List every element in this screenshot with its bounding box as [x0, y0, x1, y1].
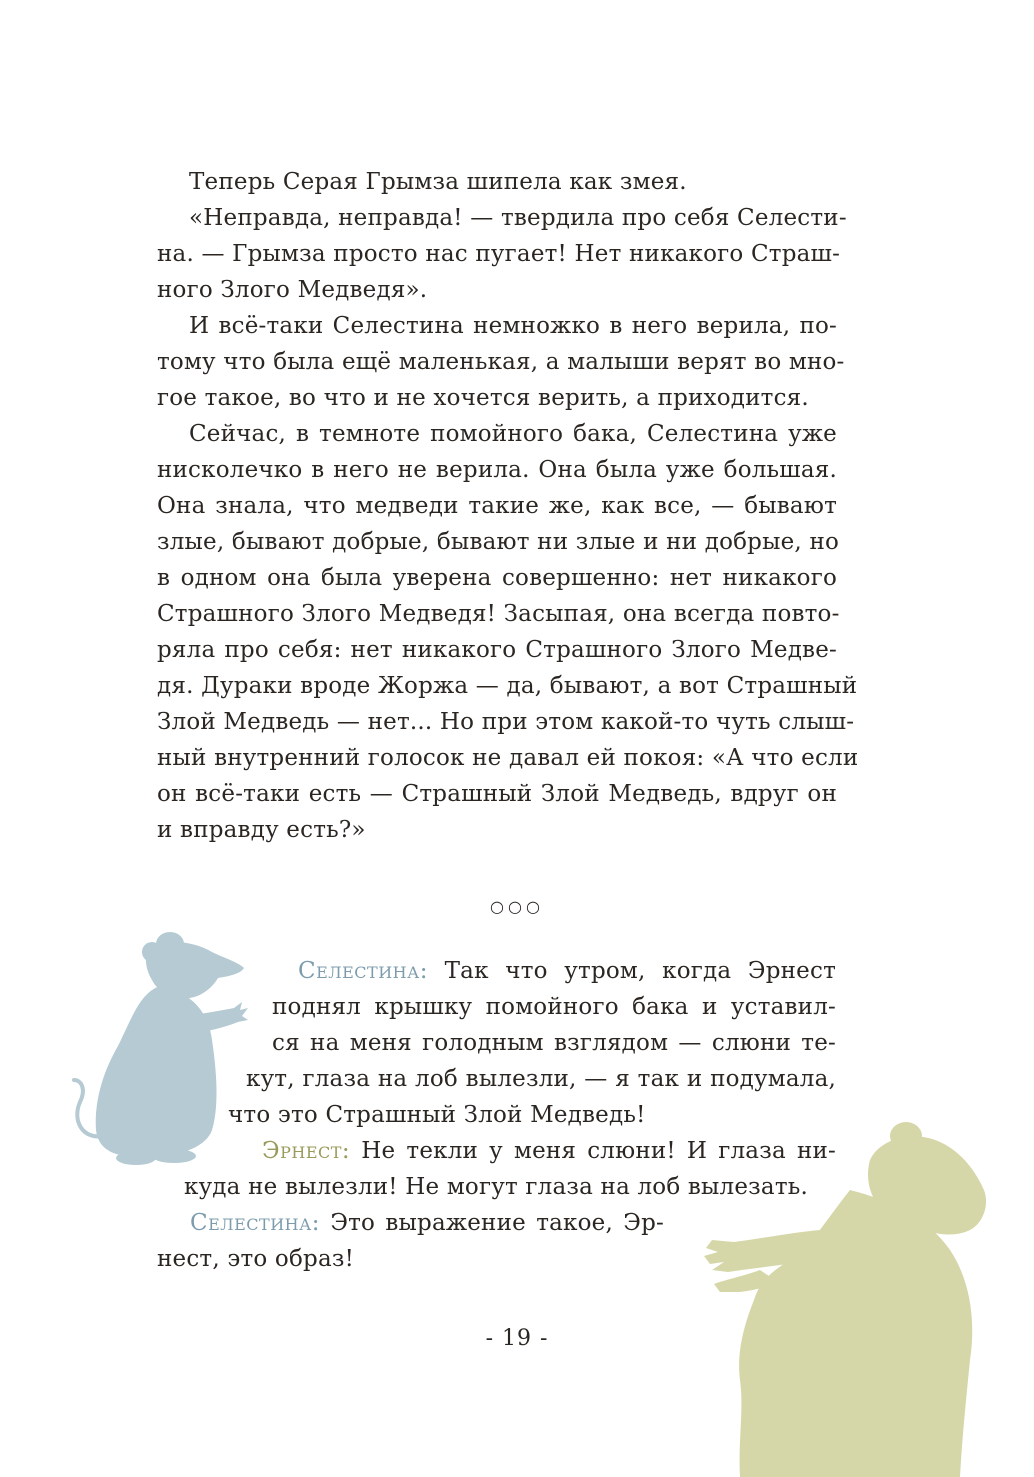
text-line: и вправду есть?»: [157, 817, 366, 843]
text-line: Сейчас, в темноте помойного бака, Селестина уже: [189, 421, 837, 447]
speaker-name-ernest: Эрнест:: [262, 1138, 351, 1164]
text-line: на. — Грымза просто нас пугает! Нет никакого Страш-: [157, 241, 841, 267]
text-line: Страшного Злого Медведя! Засыпая, она всегда повто-: [157, 601, 840, 627]
dialog-line: куда не вылезли! Не могут глаза на лоб вылезать.: [184, 1174, 808, 1200]
text-line: тому что была ещё маленькая, а малыши верят во мно-: [157, 349, 845, 375]
bear-silhouette-illustration: [700, 1120, 1034, 1477]
page-number: - 19 -: [485, 1326, 549, 1351]
text-line: в одном она была уверена совершенно: нет никакого: [157, 565, 837, 591]
dialog-line: поднял крышку помойного бака и уставил-: [272, 994, 836, 1020]
text-line: гое такое, во что и не хочется верить, а приходится.: [157, 385, 809, 411]
text-line: «Неправда, неправда! — твердила про себя Селести-: [189, 205, 847, 231]
section-separator: ○○○: [490, 897, 544, 916]
dialog-line: что это Страшный Злой Медведь!: [228, 1102, 646, 1128]
text-line: дя. Дураки вроде Жоржа — да, бывают, а вот Страшный: [157, 673, 858, 699]
dialog-line: [298, 953, 836, 989]
dialog-text: Это выражение такое, Эр-: [330, 1210, 664, 1236]
speaker-name-celestina: Селестина:: [298, 958, 428, 984]
text-line: ный внутренний голосок не давал ей покоя: «А что если: [157, 745, 859, 771]
dialog-line: ся на меня голодным взглядом — слюни те-: [272, 1030, 836, 1056]
text-line: Теперь Серая Грымза шипела как змея.: [189, 169, 687, 195]
text-line: злые, бывают добрые, бывают ни злые и ни добрые, но: [157, 529, 840, 555]
speaker-name-celestina: Селестина:: [190, 1210, 320, 1236]
text-line: нисколечко в него не верила. Она была уже большая.: [157, 457, 837, 483]
text-line: ного Злого Медведя».: [157, 277, 428, 303]
mouse-silhouette-illustration: [62, 930, 252, 1180]
text-line: Она знала, что медведи такие же, как все, — бывают: [157, 493, 837, 519]
dialog-text: Так что утром, когда Эрнест: [444, 958, 836, 984]
dialog-line: [190, 1205, 664, 1241]
text-line: ряла про себя: нет никакого Страшного Злого Медве-: [157, 637, 837, 663]
dialog-line: кут, глаза на лоб вылезли, — я так и подумала,: [246, 1066, 836, 1092]
dialog-text: Не текли у меня слюни! И глаза ни-: [361, 1138, 836, 1164]
text-line: И всё-таки Селестина немножко в него верила, по-: [189, 313, 837, 339]
text-line: он всё-таки есть — Страшный Злой Медведь, вдруг он: [157, 781, 837, 807]
main-text-block: [157, 164, 859, 848]
dialog-line: нест, это образ!: [157, 1246, 355, 1272]
text-line: Злой Медведь — нет... Но при этом какой-то чуть слыш-: [157, 709, 855, 735]
